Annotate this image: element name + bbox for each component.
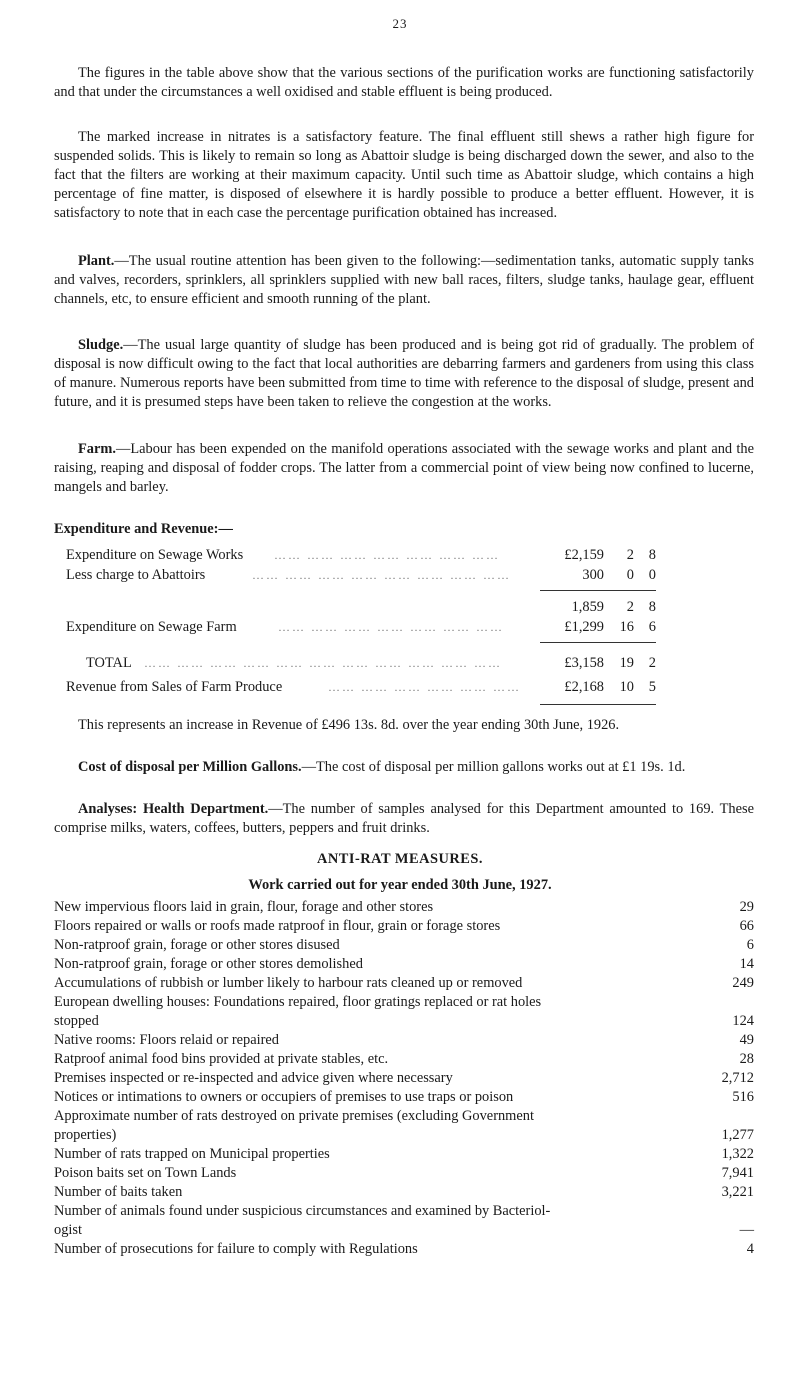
measure-value: 66 [739, 918, 754, 934]
analyses-heading: Analyses: Health Department. [78, 801, 269, 817]
expenditure-heading: Expenditure and Revenue:— [54, 521, 233, 537]
measure-label: New impervious floors laid in grain, flour, forage and other stores [54, 899, 434, 915]
measure-item [54, 1240, 754, 1259]
analyses-text: —The number of samples analysed for this Department amounted to 169. These comprise milks, waters, coffees, butters, peppers and fruit drinks. [54, 801, 754, 836]
measure-item [54, 1050, 754, 1069]
expenditure-subtotal: 1,859 2 8 [571, 599, 656, 615]
paragraph-plant [54, 252, 754, 309]
measure-item [54, 1164, 754, 1183]
measure-value: 1,277 [721, 1127, 754, 1143]
expenditure-total: TOTAL …… …… …… …… …… …… …… …… …… …… …… £3,158 19 2 [86, 655, 656, 671]
farm-text: —Labour has been expended on the manifold operations associated with the sewage works and plant and the raising, reaping and disposal of fodder crops. The latter from a commercial point of view being now confined to lucerne, mangels and barley. [54, 441, 754, 495]
measure-label: Native rooms: Floors relaid or repaired [54, 1032, 279, 1048]
expenditure-row: Revenue from Sales of Farm Produce …… …… …… …… …… …… £2,168 10 5 [66, 679, 656, 695]
measure-label-continued: ogist [54, 1222, 82, 1238]
expenditure-row: Expenditure on Sewage Farm …… …… …… …… …… …… …… £1,299 16 6 [66, 619, 656, 635]
measure-label: Poison baits set on Town Lands [54, 1165, 237, 1181]
paragraph-increase: This represents an increase in Revenue of £496 13s. 8d. over the year ending 30th June, 1926. [78, 717, 620, 733]
measure-item [54, 1069, 754, 1088]
measure-value: 4 [746, 1241, 754, 1257]
antirat-title: ANTI-RAT MEASURES. [317, 851, 483, 867]
measure-value: 3,221 [721, 1184, 754, 1200]
measure-item [54, 1145, 754, 1164]
measure-label: Non-ratproof grain, forage or other stores demolished [54, 956, 363, 972]
measure-label: Ratproof animal food bins provided at private stables, etc. [54, 1051, 389, 1067]
measure-item [54, 993, 754, 1031]
measure-item [54, 1202, 754, 1240]
measure-item [54, 1107, 754, 1145]
expenditure-row: Less charge to Abattoirs …… …… …… …… …… …… …… …… 300 0 0 [66, 567, 656, 583]
measure-value: 29 [739, 899, 754, 915]
measure-label: Approximate number of rats destroyed on private premises (excluding Government [54, 1108, 534, 1124]
measure-item [54, 955, 754, 974]
measure-item [54, 936, 754, 955]
total-rule [540, 642, 656, 643]
page-number: 23 [392, 16, 408, 31]
sludge-text: —The usual large quantity of sludge has been produced and is being got rid of gradually. The problem of disposal is now difficult owing to the fact that local authorities are debarring farmers and gardeners from using this class of manure. Numerous reports have been submitted from time to time with reference to the disposal of sludge, present and future, and it is presumed steps have been taken to relieve the congestion at the works. [54, 337, 754, 410]
measure-item [54, 974, 754, 993]
measure-label: European dwelling houses: Foundations repaired, floor gratings replaced or rat holes [54, 994, 542, 1010]
measure-value: 14 [739, 956, 754, 972]
paragraph-analyses [54, 800, 754, 838]
subtotal-rule [540, 590, 656, 591]
sludge-heading: Sludge. [78, 337, 124, 353]
measure-item [54, 1183, 754, 1202]
measure-value: 249 [732, 975, 754, 991]
measure-label: Number of prosecutions for failure to comply with Regulations [54, 1241, 418, 1257]
measure-label: Non-ratproof grain, forage or other stores disused [54, 937, 340, 953]
measure-item [54, 898, 754, 917]
paragraph-cost [54, 758, 754, 777]
plant-heading: Plant. [78, 253, 115, 269]
plant-text: —The usual routine attention has been given to the following:—sedimentation tanks, automatic supply tanks and valves, recorders, sprinklers, all sprinklers supplied with new ball races, filters, sludge tanks, haulage gear, effluent channels, etc, to ensure efficient and smooth running of the plant. [54, 253, 754, 307]
measure-item [54, 1031, 754, 1050]
paragraph-figures: The figures in the table above show that the various sections of the purification works are functioning satisfactorily and that under the circumstances a well oxidised and stable effluent is being produced. [54, 65, 754, 100]
measure-value: 49 [739, 1032, 754, 1048]
measure-item [54, 917, 754, 936]
measure-item [54, 1088, 754, 1107]
measure-value: 28 [739, 1051, 754, 1067]
revenue-rule [540, 704, 656, 705]
expenditure-row: Expenditure on Sewage Works …… …… …… …… …… …… …… £2,159 2 8 [66, 547, 656, 563]
measure-label: Premises inspected or re-inspected and advice given where necessary [54, 1070, 453, 1086]
measure-label: Accumulations of rubbish or lumber likely to harbour rats cleaned up or removed [54, 975, 523, 991]
measure-label-continued: stopped [54, 1013, 99, 1029]
measure-label: Notices or intimations to owners or occupiers of premises to use traps or poison [54, 1089, 514, 1105]
measure-value: 124 [732, 1013, 754, 1029]
antirat-subtitle: Work carried out for year ended 30th June, 1927. [248, 877, 552, 893]
measure-label: Number of baits taken [54, 1184, 183, 1200]
measure-label: Floors repaired or walls or roofs made ratproof in flour, grain or forage stores [54, 918, 501, 934]
paragraph-sludge [54, 336, 754, 412]
measure-value: 6 [746, 937, 754, 953]
cost-text: —The cost of disposal per million gallons works out at £1 19s. 1d. [301, 759, 686, 775]
measure-value: 1,322 [721, 1146, 754, 1162]
farm-heading: Farm. [78, 441, 116, 457]
measure-value: 7,941 [721, 1165, 754, 1181]
measure-value: — [739, 1222, 754, 1238]
paragraph-farm [54, 440, 754, 497]
measure-value: 516 [732, 1089, 754, 1105]
measure-value: 2,712 [721, 1070, 754, 1086]
paragraph-nitrates: The marked increase in nitrates is a satisfactory feature. The final effluent still shews a rather high figure for suspended solids. This is likely to remain so long as Abattoir sludge is being discharged down the sewer, and also to the fact that the filters are working at their maximum capacity. Until such time as Abattoir sludge, which contains a high percentage of fine matter, is disposed of elsewhere it is hardly possible to produce a better effluent. However, it is satisfactory to note that in each case the percentage purification obtained has increased. [54, 129, 754, 221]
measure-label-continued: properties) [54, 1127, 117, 1143]
measure-label: Number of animals found under suspicious circumstances and examined by Bacteriol- [54, 1203, 551, 1219]
measure-label: Number of rats trapped on Municipal properties [54, 1146, 330, 1162]
cost-heading: Cost of disposal per Million Gallons. [78, 759, 302, 775]
